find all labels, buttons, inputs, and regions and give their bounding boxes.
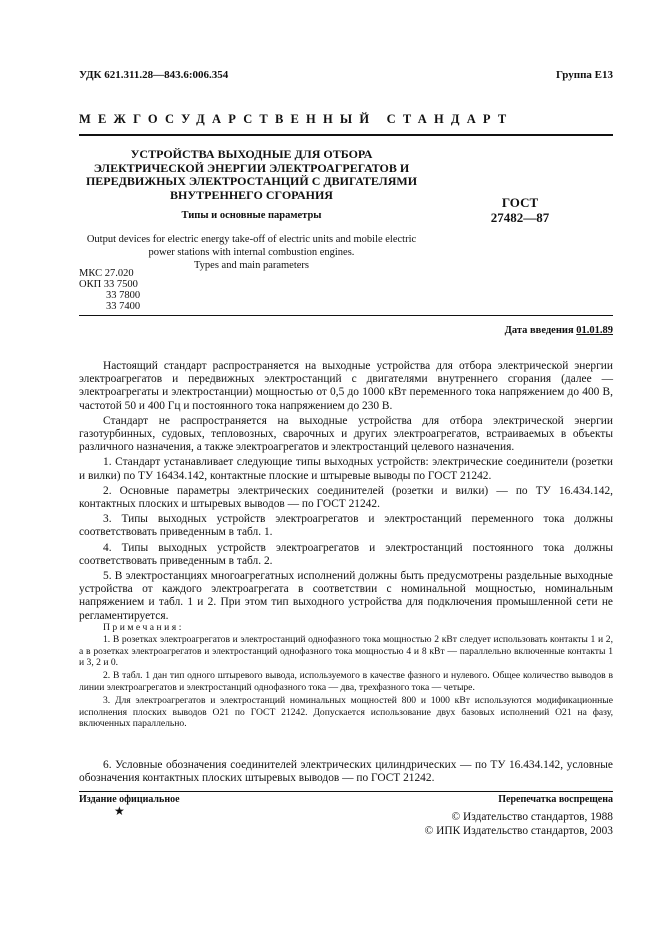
date-label: Дата введения (504, 325, 574, 336)
footer-rule (79, 791, 613, 792)
classification-codes (79, 268, 140, 312)
copyright-1: © Издательство стандартов, 1988 (451, 811, 613, 823)
paragraph-6 (79, 759, 613, 785)
paragraph: 5. В электростанциях многоагрегатных исполнений должны быть предусмотрены раздельные выходные устройства от каждого электроагрегата в соответствии с номинальной мощностью, номинальным напряжением и табл. 1 и 2. При этом тип выходного устройства для подключения промышленной сети не регламентируется. (79, 570, 613, 622)
gost-number: 27482—87 (490, 210, 550, 225)
english-subtitle: Types and main parameters (193, 260, 309, 271)
paragraph: 6. Условные обозначения соединителей электрических цилиндрических — по ТУ 16.434.142, условные обозначения контактных плоских штыревых выводов — по ГОСТ 21242. (79, 759, 613, 785)
top-rule (79, 134, 613, 136)
body-text (79, 360, 613, 625)
date-value: 01.01.89 (576, 325, 613, 336)
copyright-2: © ИПК Издательство стандартов, 2003 (424, 824, 613, 837)
note-item: 2. В табл. 1 дан тип одного штыревого вывода, используемого в качестве фазного и нулевого. Общее количество выводов в линии электроагрегатов и электростанций однофазного тока — два, трехфазного тока — четыре. (79, 670, 613, 693)
okp-code: ОКП 33 7500 (79, 279, 138, 290)
note-item: 1. В розетках электроагрегатов и электростанций однофазного тока мощностью 2 кВт следует использовать контакты 1 и 2, а в розетках электроагрегатов и электростанций однофазного тока мощностью 4 и 8 кВт — параллельно включенные контакты 1 и 3, 2 и 0. (79, 633, 613, 669)
okp-code-2: 33 7800 (106, 290, 141, 301)
gost-label: ГОСТ (501, 195, 539, 210)
mks-code: МКС 27.020 (79, 268, 134, 279)
paragraph: 2. Основные параметры электрических соединителей (розетки и вилки) — по ТУ 16.434.142, контактных плоских и штыревых выводов — по ГОСТ 21242. (79, 484, 613, 511)
standard-banner: МЕЖГОСУДАРСТВЕННЫЙ СТАНДАРТ (79, 112, 514, 126)
okp-code-3: 33 7400 (106, 301, 141, 312)
paragraph: 1. Стандарт устанавливает следующие типы выходных устройств: электрические соединители (розетки и вилки) по ТУ 16434.142, контактные плоские и штыревые выводы по ГОСТ 21242. (79, 456, 613, 482)
group-code: Группа Е13 (555, 69, 613, 81)
paragraph: Стандарт не распространяется на выходные устройства для отбора электрической энергии газотурбинных, судовых, тепловозных, сварочных и других электроагрегатов, встраиваемых в объекты различного назначения, а также электроагрегатов и электростанций целевого назначения. (79, 414, 613, 454)
paragraph: 3. Типы выходных устройств электроагрегатов и электростанций переменного тока должны соответствовать приведенным в табл. 1. (79, 513, 613, 539)
paragraph: Настоящий стандарт распространяется на выходные устройства для отбора электрической энергии электроагрегатов и передвижных электростанций с двигателями внутреннего сгорания (далее — электроагрегаты и электростанции) мощностью от 0,5 до 1000 кВт переменного тока напряжением до 400 В, частотой 50 и 400 Гц и постоянного тока напряжением до 230 В. (79, 360, 613, 412)
udk-code: УДК 621.311.28—843.6:006.354 (79, 69, 229, 81)
english-title-text: Output devices for electric energy take-off of electric units and mobile electric power stations with internal combustion engines. (86, 234, 417, 258)
note-item: 3. Для электроагрегатов и электростанций номинальных мощностей 800 и 1000 кВт используются модификационные исполнения плоских выводов О21 по ГОСТ 21242. Допускается использование двух базовых исполнений О21 на фазу, включенных параллельно. (79, 694, 613, 730)
star-icon: ★ (114, 804, 125, 818)
paragraph: 4. Типы выходных устройств электроагрегатов и электростанций постоянного тока должны соответствовать приведенным в табл. 2. (79, 541, 613, 567)
reprint-notice: Перепечатка воспрещена (498, 794, 613, 805)
document-title: УСТРОЙСТВА ВЫХОДНЫЕ ДЛЯ ОТБОРА ЭЛЕКТРИЧЕСКОЙ ЭНЕРГИИ ЭЛЕКТРОАГРЕГАТОВ И ПЕРЕДВИЖНЫХ ЭЛЕКТРОСТАНЦИЙ С ДВИГАТЕЛЯМИ ВНУТРЕННЕГО СГОРАНИЯ (85, 147, 418, 202)
document-subtitle: Типы и основные параметры (181, 210, 322, 221)
notes-block (79, 622, 613, 731)
codes-rule (79, 315, 613, 316)
copyright (425, 811, 613, 838)
official-edition: Издание официальное (79, 794, 180, 805)
effective-date (505, 325, 613, 336)
gost-designation (475, 195, 565, 225)
english-title (84, 233, 419, 272)
notes-title: Примечания: (103, 622, 184, 633)
